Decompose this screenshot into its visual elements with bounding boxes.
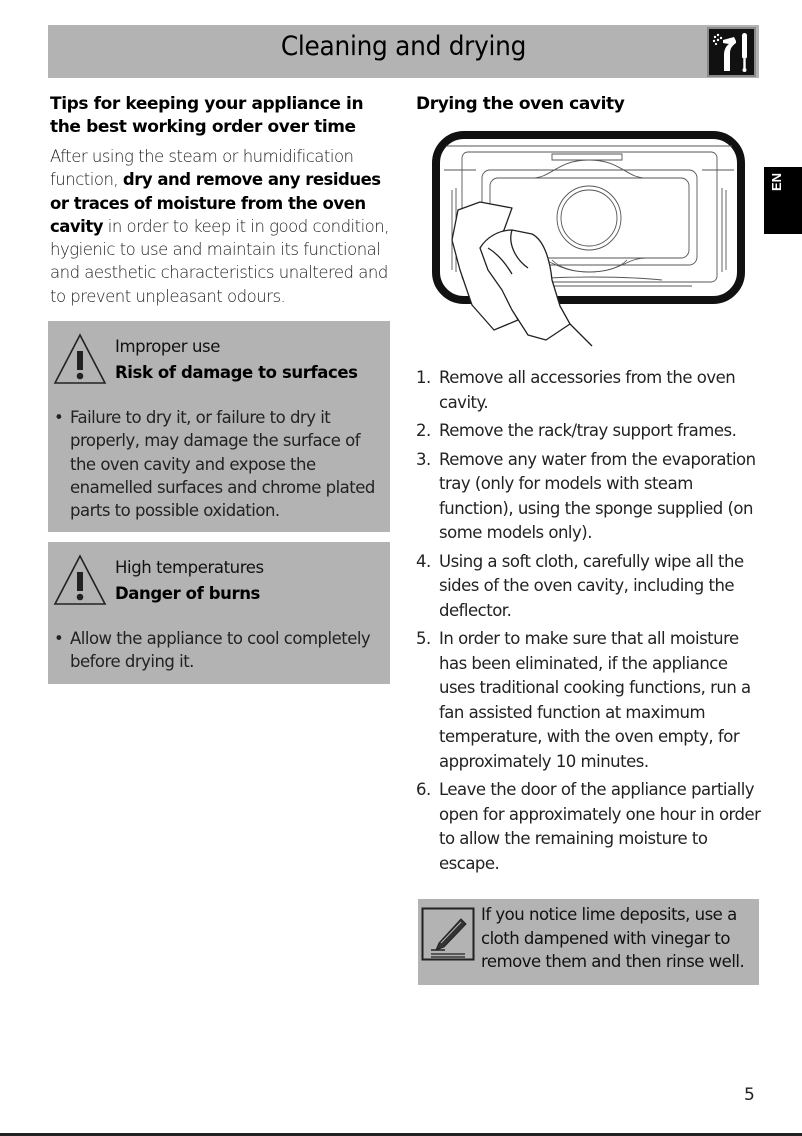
- drying-heading: Drying the oven cavity: [416, 94, 625, 114]
- step-text: In order to make sure that all moisture has been eliminated, if the appliance uses traditional cooking functions, run a fan assisted function at maximum temperature, with the oven empty, for approximately 10 minutes.: [439, 629, 751, 771]
- oven-cavity-wiping-illustration: [432, 130, 747, 350]
- language-tab: [764, 167, 802, 234]
- drying-section: [416, 93, 761, 116]
- warning-subtitle: Risk of damage to surfaces: [115, 363, 358, 382]
- step-number: 5.: [416, 629, 431, 648]
- cleaning-spray-brush-icon: [707, 27, 756, 77]
- step-text: Remove the rack/tray support frames.: [439, 421, 737, 440]
- section-header-bar: [48, 25, 759, 78]
- step-number: 6.: [416, 780, 431, 799]
- step-text: Remove any water from the evaporation tray (only for models with steam function), using the sponge supplied (on some models only).: [439, 449, 756, 542]
- note-box-lime-deposits: [418, 899, 759, 985]
- tips-intro-paragraph: [50, 145, 390, 308]
- step-text: Remove all accessories from the oven cavity.: [439, 368, 736, 412]
- intro-text-bold: dry and remove any residues or traces of moisture from the oven cavity: [50, 170, 381, 236]
- page-title: Cleaning and drying: [280, 31, 527, 62]
- step-item: [416, 419, 761, 444]
- intro-text-prefix: After using the steam or humidification function,: [50, 147, 354, 190]
- warning-triangle-icon: [52, 331, 108, 387]
- warning-subtitle: Danger of burns: [115, 584, 260, 603]
- step-number: 3.: [416, 449, 431, 469]
- step-item: [416, 778, 761, 876]
- warning-box-improper-use: [48, 321, 390, 532]
- warning-triangle-icon: [52, 552, 108, 608]
- step-item: [416, 366, 761, 415]
- step-item: [416, 550, 761, 624]
- tips-heading: Tips for keeping your appliance in the best working order over time: [50, 94, 364, 137]
- warning-box-high-temperatures: [48, 542, 390, 684]
- warning-title: High temperatures: [115, 558, 264, 577]
- warning-bullet: • Allow the appliance to cool completely before drying it.: [54, 629, 371, 672]
- step-text: Leave the door of the appliance partially open for approximately one hour in order to allow the remaining moisture to escape.: [439, 780, 761, 873]
- step-number: 2.: [416, 421, 431, 440]
- page-number: 5: [744, 1085, 755, 1105]
- step-text: Using a soft cloth, carefully wipe all the sides of the oven cavity, including the deflector.: [439, 551, 744, 620]
- warning-title: Improper use: [115, 337, 220, 356]
- warning-bullet-text: Failure to dry it, or failure to dry it properly, may damage the surface of the oven cavity and expose the enamelled surfaces and chrome plated parts to possible oxidation.: [70, 408, 375, 521]
- step-item: [416, 448, 761, 546]
- drying-steps-list: [416, 366, 761, 880]
- language-tab-label: EN: [769, 172, 784, 191]
- intro-text-suffix: in order to keep it in good condition, hygienic to use and maintain its functional and aesthetic characteristics unaltered and to prevent unpleasant odours.: [50, 216, 389, 306]
- step-number: 4.: [416, 551, 431, 571]
- step-item: [416, 627, 761, 774]
- pencil-note-icon: [421, 907, 475, 961]
- note-text: If you notice lime deposits, use a cloth dampened with vinegar to remove them and then rinse well.: [481, 905, 745, 971]
- warning-bullet-text: Allow the appliance to cool completely before drying it.: [70, 629, 371, 672]
- tips-section: [50, 93, 390, 308]
- warning-bullet: • Failure to dry it, or failure to dry it properly, may damage the surface of the oven cavity and expose the enamelled surfaces and chrome plated parts to possible oxidation.: [54, 408, 375, 521]
- step-number: 1.: [416, 368, 431, 387]
